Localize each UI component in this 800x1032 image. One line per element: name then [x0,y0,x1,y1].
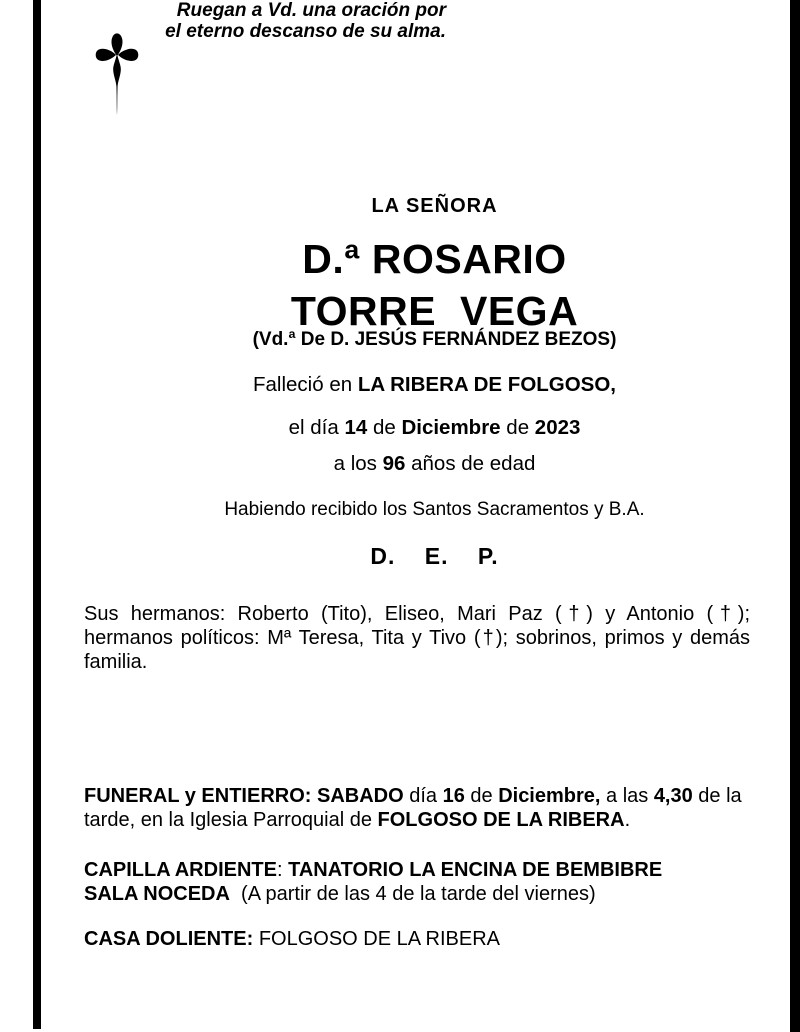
capilla-line-2: SALA NOCEDA (A partir de las 4 de la tarde del viernes) [84,883,596,905]
dep-abbreviation: D. E. P. [370,543,499,569]
prayer-line-1: Ruegan a Vd. una oración por [176,0,446,21]
sacraments-line: Habiendo recibido los Santos Sacramentos y B.A. [224,499,645,520]
funeral-line-1: FUNERAL y ENTIERRO: SABADO día 16 de Diciembre, a las 4,30 de la [84,785,742,807]
deceased-name-line1: D.ª ROSARIO [302,236,567,282]
prayer-request [0,0,446,42]
memorial-cross-icon [95,29,139,119]
deceased-name-line2: TORRE VEGA [290,288,579,334]
family-line-3: familia. [84,651,148,673]
casa-line: CASA DOLIENTE: FOLGOSO DE LA RIBERA [84,928,501,950]
funeral-notice [84,784,750,832]
casa-doliente-notice [84,927,750,951]
honorific-title: LA SEÑORA [371,195,498,217]
prayer-line-2: el eterno descanso de su alma. [165,21,446,42]
capilla-line-1: CAPILLA ARDIENTE: TANATORIO LA ENCINA DE BEMBIBRE [84,859,663,881]
frame-left-bar [33,0,41,1029]
funeral-line-2: tarde, en la Iglesia Parroquial de FOLGOSO DE LA RIBERA. [84,809,631,831]
family-paragraph [84,602,750,674]
death-date-line: el día 14 de Diciembre de 2023 [288,416,581,439]
frame-right-bar [790,0,800,1032]
age-line: a los 96 años de edad [333,452,536,475]
family-line-2: hermanos políticos: Mª Teresa, Tita y Tivo (†); sobrinos, primos y demás [84,627,750,649]
death-place-line: Falleció en LA RIBERA DE FOLGOSO, [253,373,616,396]
family-line-1: Sus hermanos: Roberto (Tito), Eliseo, Mari Paz (†) y Antonio (†); [84,603,750,625]
capilla-ardiente-notice [84,858,750,906]
widow-of-note: (Vd.ª De D. JESÚS FERNÁNDEZ BEZOS) [252,329,617,350]
